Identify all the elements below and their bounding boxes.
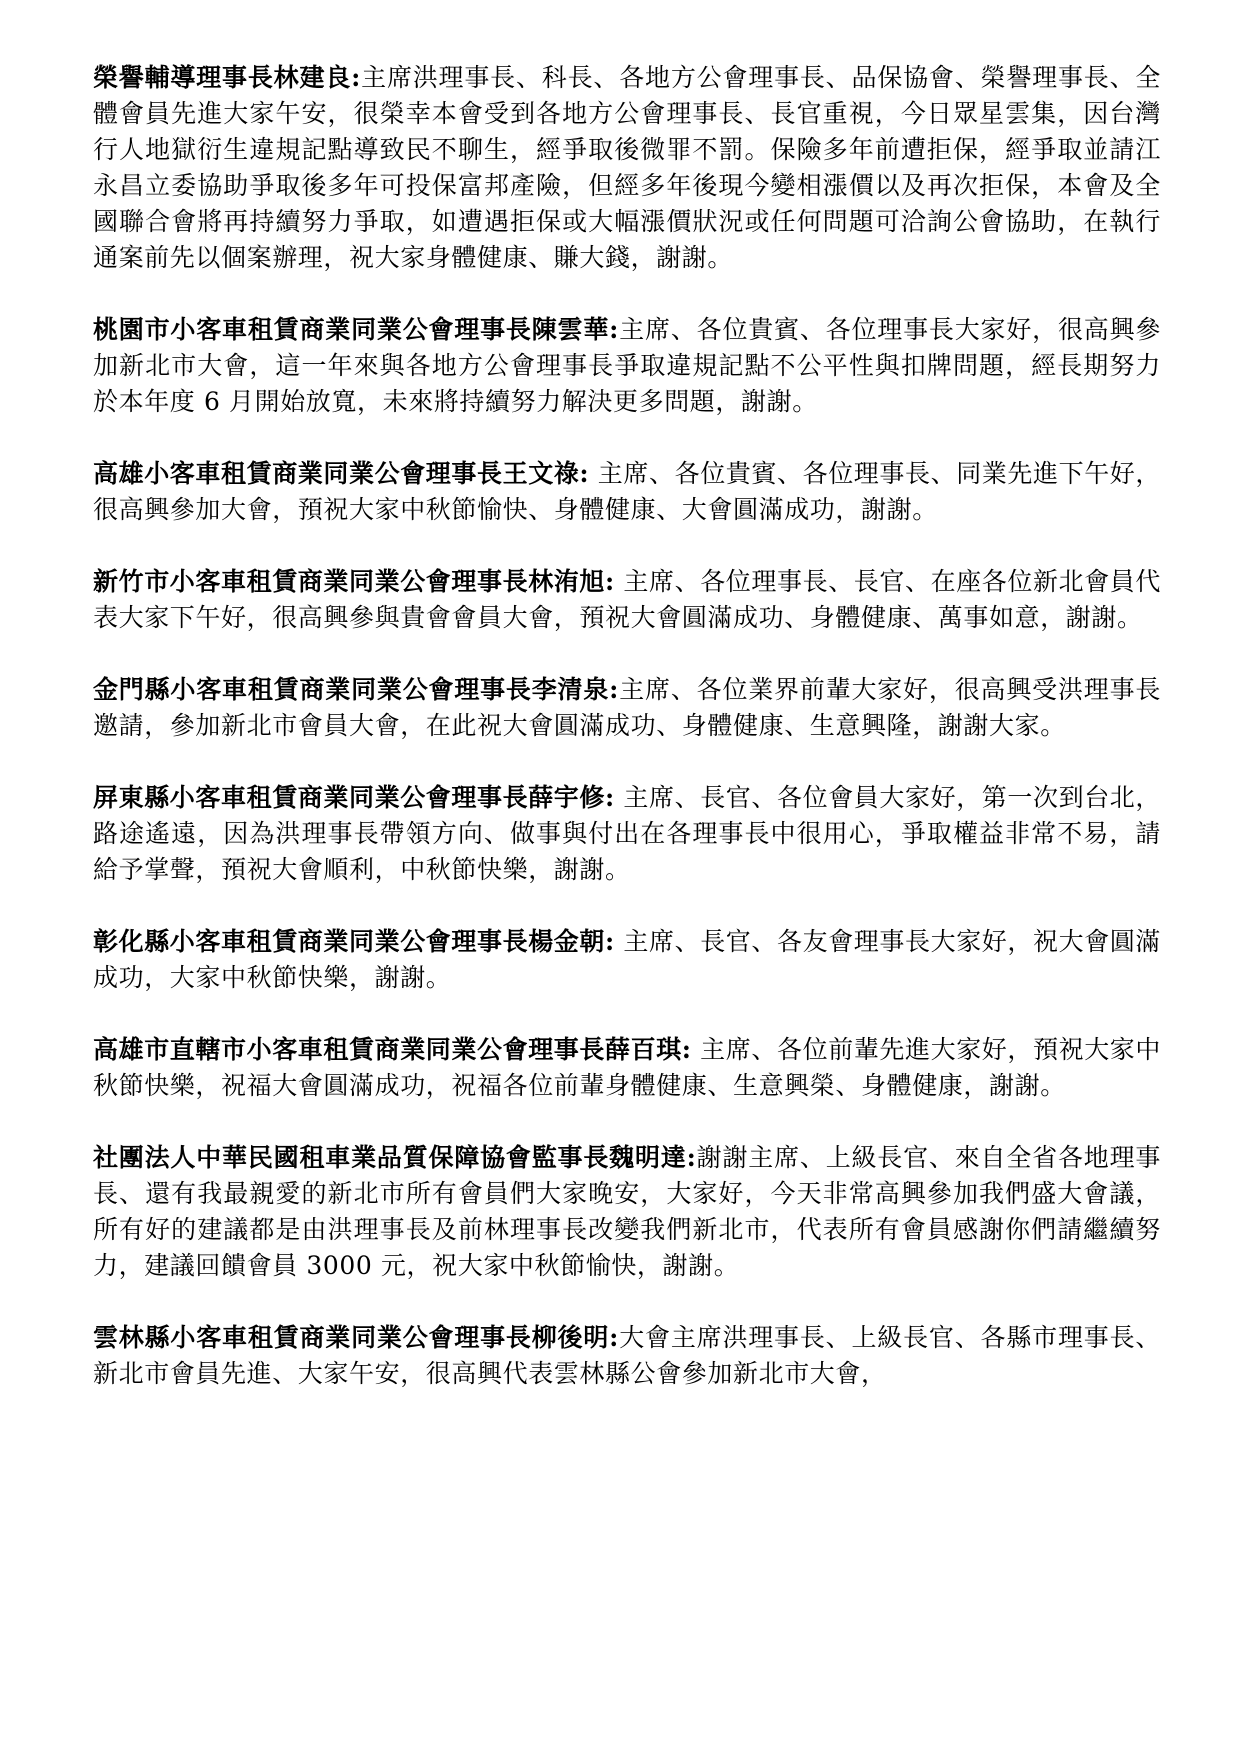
speech-text: 主席、各位前輩先進大家好，預祝大家中秋節快樂，祝福大會圓滿成功，祝福各位前輩身體健康、生意興榮、身體健康，謝謝。 (93, 1035, 1161, 1100)
speaker-name: 桃園市小客車租賃商業同業公會理事長陳雲華: (93, 315, 619, 344)
speech-paragraph (93, 1032, 1161, 1104)
speech-text: 主席、各位業界前輩大家好，很高興受洪理事長邀請，參加新北市會員大會，在此祝大會圓滿成功、身體健康、生意興隆，謝謝大家。 (93, 675, 1161, 740)
speech-paragraph (93, 564, 1161, 636)
speech-text: 主席、各位理事長、長官、在座各位新北會員代表大家下午好，很高興參與貴會會員大會，預祝大會圓滿成功、身體健康、萬事如意，謝謝。 (93, 567, 1161, 632)
speech-paragraph (93, 1140, 1161, 1284)
speech-paragraph (93, 312, 1161, 420)
speaker-name: 高雄市直轄市小客車租賃商業同業公會理事長薛百琪: (93, 1035, 692, 1064)
speech-text: 主席洪理事長、科長、各地方公會理事長、品保協會、榮譽理事長、全體會員先進大家午安，很榮幸本會受到各地方公會理事長、長官重視，今日眾星雲集，因台灣行人地獄衍生違規記點導致民不聊生，經爭取後微罪不罰。保險多年前遭拒保，經爭取並請江永昌立委協助爭取後多年可投保富邦產險，但經多年後現今變相漲價以及再次拒保，本會及全國聯合會將再持續努力爭取，如遭遇拒保或大幅漲價狀況或任何問題可洽詢公會協助，在執行通案前先以個案辦理，祝大家身體健康、賺大錢，謝謝。 (93, 63, 1161, 272)
speech-paragraph (93, 780, 1161, 888)
speaker-name: 彰化縣小客車租賃商業同業公會理事長楊金朝: (93, 927, 615, 956)
speech-text: 主席、長官、各友會理事長大家好，祝大會圓滿成功，大家中秋節快樂，謝謝。 (93, 927, 1161, 992)
speech-text: 大會主席洪理事長、上級長官、各縣市理事長、新北市會員先進、大家午安，很高興代表雲林縣公會參加新北市大會， (93, 1323, 1161, 1388)
speech-text: 主席、各位貴賓、各位理事長、同業先進下午好，很高興參加大會，預祝大家中秋節愉快、身體健康、大會圓滿成功，謝謝。 (93, 459, 1162, 524)
speaker-name: 雲林縣小客車租賃商業同業公會理事長柳後明: (93, 1323, 619, 1352)
speech-paragraph (93, 456, 1161, 528)
speech-text: 主席、各位貴賓、各位理事長大家好，很高興參加新北市大會，這一年來與各地方公會理事長爭取違規記點不公平性與扣牌問題，經長期努力於本年度 6 月開始放寬，未來將持續努力解決更多問題，謝謝。 (93, 315, 1161, 416)
speaker-name: 屏東縣小客車租賃商業同業公會理事長薛宇修: (93, 783, 615, 812)
speech-paragraph (93, 924, 1161, 996)
speech-text: 謝謝主席、上級長官、來自全省各地理事長、還有我最親愛的新北市所有會員們大家晚安，大家好，今天非常高興參加我們盛大會議，所有好的建議都是由洪理事長及前林理事長改變我們新北市，代表所有會員感謝你們請繼續努力，建議回饋會員 3000 元，祝大家中秋節愉快，謝謝。 (93, 1143, 1161, 1280)
speaker-name: 榮譽輔導理事長林建良: (93, 63, 361, 92)
speech-paragraph (93, 672, 1161, 744)
speaker-name: 新竹市小客車租賃商業同業公會理事長林洧旭: (93, 567, 615, 596)
speech-text: 主席、長官、各位會員大家好，第一次到台北，路途遙遠，因為洪理事長帶領方向、做事與付出在各理事長中很用心，爭取權益非常不易，請給予掌聲，預祝大會順利，中秋節快樂，謝謝。 (93, 783, 1161, 884)
speech-paragraph (93, 60, 1161, 276)
speech-paragraph (93, 1320, 1161, 1392)
speaker-name: 社團法人中華民國租車業品質保障協會監事長魏明達: (93, 1143, 697, 1172)
speaker-name: 高雄小客車租賃商業同業公會理事長王文祿: (93, 459, 590, 488)
document-page (93, 60, 1161, 1428)
speaker-name: 金門縣小客車租賃商業同業公會理事長李清泉: (93, 675, 619, 704)
